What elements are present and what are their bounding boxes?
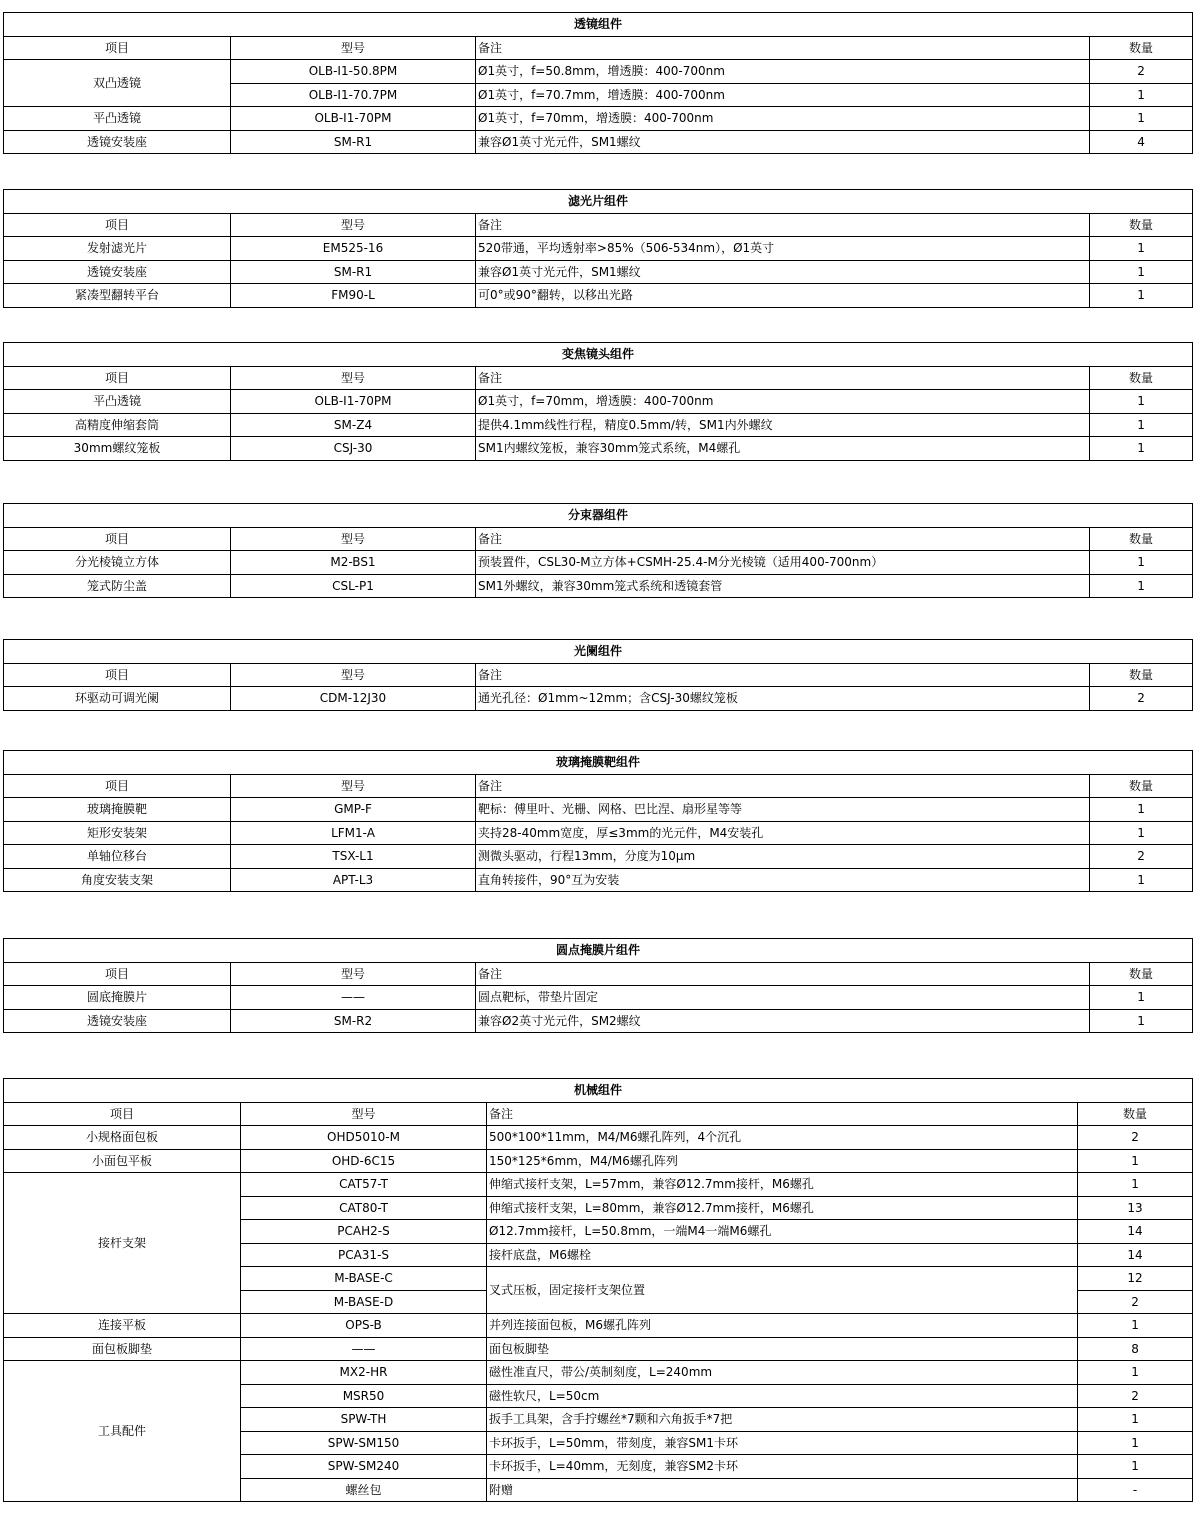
cell-item: 小规格面包板 — [4, 1126, 241, 1150]
cell-qty: 1 — [1090, 986, 1193, 1010]
cell-qty: 1 — [1090, 868, 1193, 892]
cell-qty: 1 — [1090, 1009, 1193, 1033]
cell-model: —— — [231, 986, 476, 1010]
cell-note: Ø1英寸，f=70mm，增透膜：400-700nm — [476, 107, 1090, 131]
cell-note: 预装置件，CSL30-M立方体+CSMH-25.4-M分光棱镜（适用400-700nm） — [476, 551, 1090, 575]
cell-item: 接杆支架 — [4, 1173, 241, 1314]
table-title: 分束器组件 — [4, 504, 1193, 528]
header-model: 型号 — [231, 962, 476, 986]
table-header-row — [4, 962, 1193, 986]
cell-item: 透镜安装座 — [4, 260, 231, 284]
table-row — [4, 687, 1193, 711]
header-qty: 数量 — [1090, 774, 1193, 798]
cell-qty: 1 — [1078, 1408, 1193, 1432]
cell-model: LFM1-A — [231, 821, 476, 845]
table-row — [4, 1173, 1193, 1197]
cell-note: 兼容Ø2英寸光元件，SM2螺纹 — [476, 1009, 1090, 1033]
header-item: 项目 — [4, 1102, 241, 1126]
header-qty: 数量 — [1090, 527, 1193, 551]
table-row — [4, 1314, 1193, 1338]
header-item: 项目 — [4, 366, 231, 390]
cell-qty: 1 — [1090, 437, 1193, 461]
cell-model: PCAH2-S — [241, 1220, 487, 1244]
cell-note: Ø1英寸，f=70mm，增透膜：400-700nm — [476, 390, 1090, 414]
cell-item: 面包板脚垫 — [4, 1337, 241, 1361]
table-title-row — [4, 13, 1193, 37]
cell-note: 500*100*11mm，M4/M6螺孔阵列，4个沉孔 — [487, 1126, 1078, 1150]
component-table — [3, 938, 1193, 1033]
cell-model: PCA31-S — [241, 1243, 487, 1267]
cell-item: 分光棱镜立方体 — [4, 551, 231, 575]
header-item: 项目 — [4, 663, 231, 687]
cell-note: 伸缩式接杆支架，L=80mm，兼容Ø12.7mm接杆，M6螺孔 — [487, 1196, 1078, 1220]
table-row — [4, 821, 1193, 845]
cell-note: Ø1英寸，f=70.7mm，增透膜：400-700nm — [476, 83, 1090, 107]
cell-item: 环驱动可调光阑 — [4, 687, 231, 711]
table-row — [4, 1361, 1193, 1385]
cell-model: FM90-L — [231, 284, 476, 308]
cell-note: SM1外螺纹，兼容30mm笼式系统和透镜套管 — [476, 574, 1090, 598]
component-table — [3, 750, 1193, 892]
cell-note: 可0°或90°翻转，以移出光路 — [476, 284, 1090, 308]
component-table — [3, 342, 1193, 461]
component-table — [3, 12, 1193, 154]
cell-model: APT-L3 — [231, 868, 476, 892]
cell-note: 接杆底盘，M6螺栓 — [487, 1243, 1078, 1267]
component-table — [3, 639, 1193, 711]
table-row — [4, 260, 1193, 284]
cell-qty: 1 — [1090, 574, 1193, 598]
cell-note: 兼容Ø1英寸光元件，SM1螺纹 — [476, 130, 1090, 154]
table-row — [4, 551, 1193, 575]
cell-item: 小面包平板 — [4, 1149, 241, 1173]
cell-qty: 1 — [1090, 390, 1193, 414]
cell-model: CSJ-30 — [231, 437, 476, 461]
table-title: 透镜组件 — [4, 13, 1193, 37]
cell-item: 笼式防尘盖 — [4, 574, 231, 598]
cell-model: OLB-I1-70PM — [231, 390, 476, 414]
cell-note: 兼容Ø1英寸光元件，SM1螺纹 — [476, 260, 1090, 284]
cell-model: M-BASE-D — [241, 1290, 487, 1314]
table-row — [4, 1126, 1193, 1150]
cell-qty: 1 — [1090, 551, 1193, 575]
cell-qty: 13 — [1078, 1196, 1193, 1220]
cell-model: OHD-6C15 — [241, 1149, 487, 1173]
header-note: 备注 — [476, 36, 1090, 60]
table-header-row — [4, 774, 1193, 798]
header-item: 项目 — [4, 527, 231, 551]
header-qty: 数量 — [1090, 366, 1193, 390]
cell-note: 150*125*6mm，M4/M6螺孔阵列 — [487, 1149, 1078, 1173]
cell-qty: 1 — [1078, 1455, 1193, 1479]
header-note: 备注 — [476, 774, 1090, 798]
cell-item: 工具配件 — [4, 1361, 241, 1502]
cell-note: 伸缩式接杆支架，L=57mm，兼容Ø12.7mm接杆，M6螺孔 — [487, 1173, 1078, 1197]
table-header-row — [4, 527, 1193, 551]
cell-model: EM525-16 — [231, 237, 476, 261]
cell-qty: 8 — [1078, 1337, 1193, 1361]
table-title: 玻璃掩膜靶组件 — [4, 751, 1193, 775]
cell-model: GMP-F — [231, 798, 476, 822]
header-model: 型号 — [231, 366, 476, 390]
cell-model: SPW-SM150 — [241, 1431, 487, 1455]
table-row — [4, 845, 1193, 869]
cell-model: SPW-SM240 — [241, 1455, 487, 1479]
cell-item: 双凸透镜 — [4, 60, 231, 107]
cell-qty: 1 — [1090, 284, 1193, 308]
cell-qty: 14 — [1078, 1220, 1193, 1244]
cell-qty: 1 — [1078, 1173, 1193, 1197]
table-row — [4, 60, 1193, 84]
table-title-row — [4, 343, 1193, 367]
table-row — [4, 107, 1193, 131]
header-model: 型号 — [231, 527, 476, 551]
cell-qty: 1 — [1078, 1431, 1193, 1455]
cell-item: 透镜安装座 — [4, 1009, 231, 1033]
cell-qty: 2 — [1078, 1290, 1193, 1314]
cell-note: 520带通，平均透射率>85%（506-534nm），Ø1英寸 — [476, 237, 1090, 261]
table-row — [4, 798, 1193, 822]
header-model: 型号 — [231, 774, 476, 798]
table-title-row — [4, 751, 1193, 775]
header-item: 项目 — [4, 774, 231, 798]
table-row — [4, 413, 1193, 437]
cell-note: 磁性准直尺，带公/英制刻度，L=240mm — [487, 1361, 1078, 1385]
header-model: 型号 — [241, 1102, 487, 1126]
cell-note: 夹持28-40mm宽度，厚≤3mm的光元件，M4安装孔 — [476, 821, 1090, 845]
cell-note: 通光孔径：Ø1mm~12mm；含CSJ-30螺纹笼板 — [476, 687, 1090, 711]
cell-qty: 4 — [1090, 130, 1193, 154]
header-note: 备注 — [476, 663, 1090, 687]
cell-note: 测微头驱动，行程13mm，分度为10μm — [476, 845, 1090, 869]
cell-note: SM1内螺纹笼板，兼容30mm笼式系统，M4螺孔 — [476, 437, 1090, 461]
cell-model: OLB-I1-70PM — [231, 107, 476, 131]
cell-item: 平凸透镜 — [4, 107, 231, 131]
cell-qty: 1 — [1078, 1149, 1193, 1173]
table-title-row — [4, 1079, 1193, 1103]
cell-item: 高精度伸缩套筒 — [4, 413, 231, 437]
cell-item: 透镜安装座 — [4, 130, 231, 154]
header-qty: 数量 — [1090, 663, 1193, 687]
cell-qty: 14 — [1078, 1243, 1193, 1267]
cell-qty: 1 — [1090, 798, 1193, 822]
cell-note: 卡环扳手，L=40mm，无刻度，兼容SM2卡环 — [487, 1455, 1078, 1479]
table-row — [4, 437, 1193, 461]
header-note: 备注 — [476, 366, 1090, 390]
cell-note: 提供4.1mm线性行程，精度0.5mm/转，SM1内外螺纹 — [476, 413, 1090, 437]
cell-note: 叉式压板，固定接杆支架位置 — [487, 1267, 1078, 1314]
table-row — [4, 1149, 1193, 1173]
cell-qty: 1 — [1090, 260, 1193, 284]
cell-note: 扳手工具架，含手拧螺丝*7颗和六角扳手*7把 — [487, 1408, 1078, 1432]
header-item: 项目 — [4, 962, 231, 986]
table-row — [4, 390, 1193, 414]
table-header-row — [4, 663, 1193, 687]
cell-item: 连接平板 — [4, 1314, 241, 1338]
header-model: 型号 — [231, 36, 476, 60]
header-qty: 数量 — [1090, 213, 1193, 237]
cell-note: 面包板脚垫 — [487, 1337, 1078, 1361]
cell-item: 角度安装支架 — [4, 868, 231, 892]
cell-item: 发射滤光片 — [4, 237, 231, 261]
cell-model: SM-R2 — [231, 1009, 476, 1033]
header-note: 备注 — [476, 527, 1090, 551]
table-title-row — [4, 640, 1193, 664]
component-table — [3, 189, 1193, 308]
cell-model: CSL-P1 — [231, 574, 476, 598]
cell-model: SM-R1 — [231, 260, 476, 284]
table-title-row — [4, 504, 1193, 528]
cell-qty: 2 — [1090, 687, 1193, 711]
header-note: 备注 — [487, 1102, 1078, 1126]
cell-note: 并列连接面包板，M6螺孔阵列 — [487, 1314, 1078, 1338]
cell-item: 单轴位移台 — [4, 845, 231, 869]
cell-qty: - — [1078, 1478, 1193, 1502]
table-header-row — [4, 366, 1193, 390]
cell-note: 圆点靶标，带垫片固定 — [476, 986, 1090, 1010]
cell-qty: 2 — [1078, 1126, 1193, 1150]
table-row — [4, 574, 1193, 598]
component-table — [3, 1078, 1193, 1502]
cell-model: SPW-TH — [241, 1408, 487, 1432]
header-qty: 数量 — [1090, 36, 1193, 60]
table-title: 变焦镜头组件 — [4, 343, 1193, 367]
table-row — [4, 868, 1193, 892]
component-table — [3, 503, 1193, 598]
table-row — [4, 1337, 1193, 1361]
header-item: 项目 — [4, 213, 231, 237]
cell-model: 螺丝包 — [241, 1478, 487, 1502]
cell-note: Ø12.7mm接杆，L=50.8mm，一端M4一端M6螺孔 — [487, 1220, 1078, 1244]
cell-item: 圆底掩膜片 — [4, 986, 231, 1010]
cell-model: CAT80-T — [241, 1196, 487, 1220]
table-header-row — [4, 213, 1193, 237]
cell-note: 磁性软尺，L=50cm — [487, 1384, 1078, 1408]
cell-model: SM-R1 — [231, 130, 476, 154]
cell-model: MX2-HR — [241, 1361, 487, 1385]
table-title-row — [4, 190, 1193, 214]
cell-item: 平凸透镜 — [4, 390, 231, 414]
table-title: 光阑组件 — [4, 640, 1193, 664]
cell-model: M2-BS1 — [231, 551, 476, 575]
table-header-row — [4, 36, 1193, 60]
cell-note: Ø1英寸，f=50.8mm，增透膜：400-700nm — [476, 60, 1090, 84]
cell-qty: 1 — [1078, 1361, 1193, 1385]
cell-model: OLB-I1-50.8PM — [231, 60, 476, 84]
cell-qty: 1 — [1090, 107, 1193, 131]
cell-qty: 12 — [1078, 1267, 1193, 1291]
cell-model: M-BASE-C — [241, 1267, 487, 1291]
cell-model: MSR50 — [241, 1384, 487, 1408]
cell-model: OHD5010-M — [241, 1126, 487, 1150]
cell-item: 玻璃掩膜靶 — [4, 798, 231, 822]
header-qty: 数量 — [1090, 962, 1193, 986]
cell-item: 30mm螺纹笼板 — [4, 437, 231, 461]
cell-item: 矩形安装架 — [4, 821, 231, 845]
table-title: 机械组件 — [4, 1079, 1193, 1103]
cell-qty: 1 — [1078, 1314, 1193, 1338]
cell-model: —— — [241, 1337, 487, 1361]
cell-qty: 1 — [1090, 83, 1193, 107]
header-item: 项目 — [4, 36, 231, 60]
cell-note: 靶标：傅里叶、光栅、网格、巴比涅、扇形星等等 — [476, 798, 1090, 822]
cell-qty: 2 — [1078, 1384, 1193, 1408]
cell-model: CDM-12J30 — [231, 687, 476, 711]
cell-note: 卡环扳手，L=50mm，带刻度，兼容SM1卡环 — [487, 1431, 1078, 1455]
cell-item: 紧凑型翻转平台 — [4, 284, 231, 308]
cell-note: 直角转接件，90°互为安装 — [476, 868, 1090, 892]
cell-note: 附赠 — [487, 1478, 1078, 1502]
table-header-row — [4, 1102, 1193, 1126]
table-title-row — [4, 939, 1193, 963]
cell-model: CAT57-T — [241, 1173, 487, 1197]
cell-model: SM-Z4 — [231, 413, 476, 437]
header-note: 备注 — [476, 962, 1090, 986]
cell-model: OPS-B — [241, 1314, 487, 1338]
cell-qty: 1 — [1090, 821, 1193, 845]
cell-qty: 1 — [1090, 413, 1193, 437]
table-row — [4, 986, 1193, 1010]
table-row — [4, 284, 1193, 308]
header-model: 型号 — [231, 663, 476, 687]
table-row — [4, 1009, 1193, 1033]
cell-model: TSX-L1 — [231, 845, 476, 869]
cell-qty: 2 — [1090, 845, 1193, 869]
cell-qty: 2 — [1090, 60, 1193, 84]
header-qty: 数量 — [1078, 1102, 1193, 1126]
header-model: 型号 — [231, 213, 476, 237]
table-title: 滤光片组件 — [4, 190, 1193, 214]
table-title: 圆点掩膜片组件 — [4, 939, 1193, 963]
cell-qty: 1 — [1090, 237, 1193, 261]
header-note: 备注 — [476, 213, 1090, 237]
table-row — [4, 130, 1193, 154]
cell-model: OLB-I1-70.7PM — [231, 83, 476, 107]
table-row — [4, 237, 1193, 261]
